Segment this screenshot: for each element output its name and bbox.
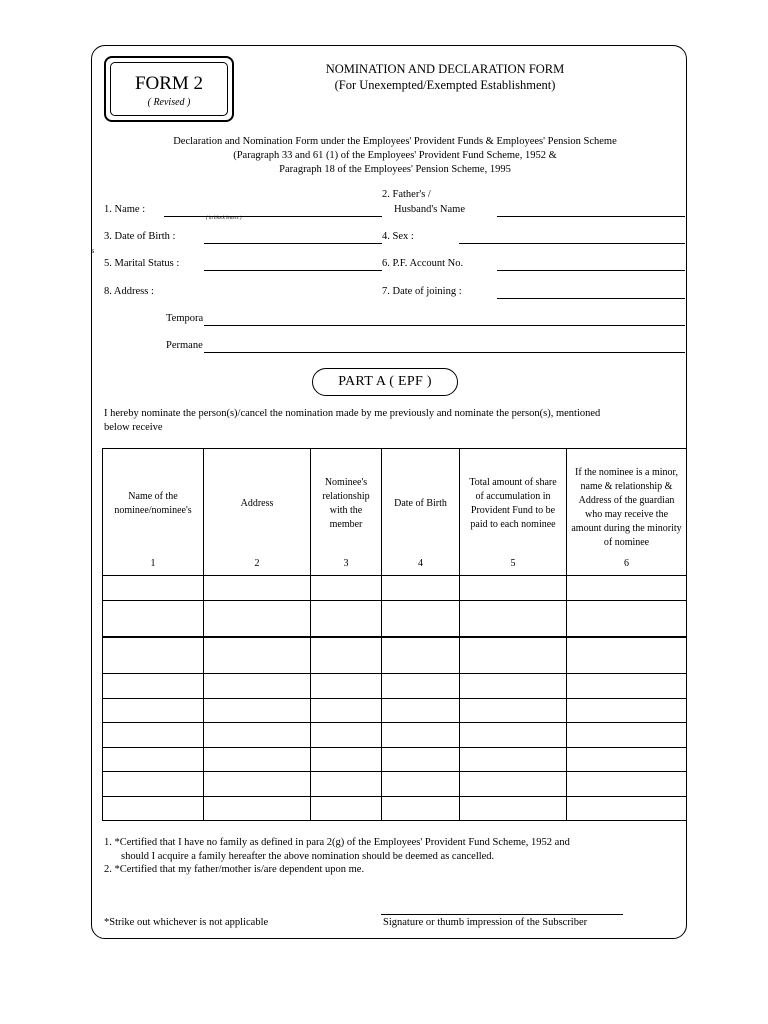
intro-line-1: I hereby nominate the person(s)/cancel the nomination made by me previously and nominate the person(s), mentioned <box>104 408 601 419</box>
table-cell[interactable] <box>382 723 460 748</box>
name-label: 1. Name : <box>104 204 146 215</box>
table-cell[interactable] <box>382 747 460 772</box>
column-number: 6 <box>624 558 629 569</box>
table-cell[interactable] <box>567 796 687 821</box>
certification-1-continued: should I acquire a family hereafter the above nomination should be deemed as cancelled. <box>121 850 495 862</box>
table-cell[interactable] <box>567 698 687 723</box>
table-cell[interactable] <box>103 723 204 748</box>
joining-field[interactable] <box>497 298 685 299</box>
table-cell[interactable] <box>311 723 382 748</box>
declaration-block <box>100 135 690 177</box>
table-cell[interactable] <box>103 576 204 601</box>
temporary-address-field[interactable] <box>204 325 685 326</box>
temporary-address-label: Tempora <box>166 313 204 324</box>
declaration-line-1: Declaration and Nomination Form under the Employees' Provident Funds & Employees' Pension Scheme <box>173 136 617 147</box>
marital-label: 5. Marital Status : <box>104 258 180 269</box>
table-cell[interactable] <box>103 747 204 772</box>
table-cell[interactable] <box>204 723 311 748</box>
permanent-address-label: Permane <box>166 340 203 351</box>
declaration-line-2: (Paragraph 33 and 61 (1) of the Employees' Provident Fund Scheme, 1952 & <box>233 150 557 161</box>
form-title-block <box>300 61 590 93</box>
form-revised-label: ( Revised ) <box>147 97 191 108</box>
column-number: 2 <box>254 558 260 569</box>
joining-label: 7. Date of joining : <box>382 286 462 297</box>
declaration-line-3: Paragraph 18 of the Employees' Pension Scheme, 1995 <box>279 164 511 175</box>
nomination-intro <box>104 407 624 435</box>
father-name-field[interactable] <box>497 216 685 217</box>
signature-line[interactable] <box>381 914 623 915</box>
table-row <box>103 772 687 797</box>
table-cell[interactable] <box>567 747 687 772</box>
dob-label: 3. Date of Birth : <box>104 231 176 242</box>
form-subtitle: (For Unexempted/Exempted Establishment) <box>334 78 556 92</box>
permanent-address-field[interactable] <box>204 352 685 353</box>
table-cell[interactable] <box>204 674 311 699</box>
nominee-table <box>102 448 687 821</box>
table-row <box>103 576 687 601</box>
table-cell[interactable] <box>460 576 567 601</box>
column-number: 3 <box>343 558 349 569</box>
table-cell[interactable] <box>311 637 382 674</box>
column-header-nominee-name: Name of the nominee/nominee's 1 <box>103 449 204 576</box>
sex-field[interactable] <box>459 243 685 244</box>
table-cell[interactable] <box>204 772 311 797</box>
table-cell[interactable] <box>460 674 567 699</box>
table-row <box>103 698 687 723</box>
table-row <box>103 747 687 772</box>
table-cell[interactable] <box>460 637 567 674</box>
signature-label: Signature or thumb impression of the Subscriber <box>383 917 588 928</box>
column-header-relationship: Nominee's relationship with the member 3 <box>311 449 382 576</box>
table-cell[interactable] <box>382 600 460 637</box>
form-number-label: FORM 2 <box>134 73 204 94</box>
table-cell[interactable] <box>103 772 204 797</box>
table-row <box>103 674 687 699</box>
marital-field[interactable] <box>204 270 382 271</box>
table-row <box>103 600 687 637</box>
column-number: 1 <box>150 558 156 569</box>
strike-out-note: *Strike out whichever is not applicable <box>104 917 269 928</box>
table-cell[interactable] <box>382 796 460 821</box>
table-cell[interactable] <box>567 600 687 637</box>
table-cell[interactable] <box>382 772 460 797</box>
table-cell[interactable] <box>311 747 382 772</box>
pf-account-field[interactable] <box>497 270 685 271</box>
column-number: 4 <box>418 558 423 569</box>
table-cell[interactable] <box>567 576 687 601</box>
table-cell[interactable] <box>204 747 311 772</box>
table-cell[interactable] <box>204 698 311 723</box>
table-cell[interactable] <box>204 637 311 674</box>
name-field[interactable] <box>164 216 382 217</box>
intro-line-2: below receive <box>104 422 163 433</box>
table-cell[interactable] <box>311 576 382 601</box>
table-cell[interactable] <box>382 576 460 601</box>
table-row <box>103 723 687 748</box>
table-cell[interactable] <box>311 674 382 699</box>
form-number-box <box>104 56 234 122</box>
table-row <box>103 637 687 674</box>
table-cell[interactable] <box>567 674 687 699</box>
table-cell[interactable] <box>103 637 204 674</box>
column-header-address: Address 2 <box>204 449 311 576</box>
table-cell[interactable] <box>382 698 460 723</box>
table-cell[interactable] <box>311 698 382 723</box>
table-cell[interactable] <box>204 576 311 601</box>
table-cell[interactable] <box>103 698 204 723</box>
table-cell[interactable] <box>311 600 382 637</box>
column-header-share-amount: Total amount of share of accumulation in Provident Fund to be paid to each nominee 5 <box>460 449 567 576</box>
dob-field[interactable] <box>204 243 382 244</box>
table-cell[interactable] <box>311 772 382 797</box>
name-hint: ( in block letters ) <box>206 216 242 221</box>
table-cell[interactable] <box>204 796 311 821</box>
column-header-date-of-birth: Date of Birth 4 <box>382 449 460 576</box>
table-cell[interactable] <box>460 600 567 637</box>
pf-account-label: 6. P.F. Account No. <box>382 258 464 269</box>
part-a-heading: PART A ( EPF ) <box>312 368 458 396</box>
column-number: 5 <box>510 558 516 569</box>
table-cell[interactable] <box>204 600 311 637</box>
table-row <box>103 796 687 821</box>
table-cell[interactable] <box>460 698 567 723</box>
table-cell[interactable] <box>460 796 567 821</box>
sex-label: 4. Sex : <box>382 231 414 242</box>
table-cell[interactable] <box>103 674 204 699</box>
table-cell[interactable] <box>567 723 687 748</box>
certification-1: 1. *Certified that I have no family as defined in para 2(g) of the Employees' Provident Fund Scheme, 1952 and <box>104 837 570 848</box>
certification-2: 2. *Certified that my father/mother is/are dependent upon me. <box>104 864 365 875</box>
form-title: NOMINATION AND DECLARATION FORM <box>325 62 565 76</box>
table-cell[interactable] <box>382 674 460 699</box>
column-header-guardian: If the nominee is a minor, name & relationship & Address of the guardian who may receive the amount during the minority of nominee 6 <box>567 449 687 576</box>
table-cell[interactable] <box>460 747 567 772</box>
stray-mark: s <box>91 246 95 255</box>
table-cell[interactable] <box>103 600 204 637</box>
table-cell[interactable] <box>382 637 460 674</box>
table-cell[interactable] <box>460 772 567 797</box>
table-cell[interactable] <box>567 637 687 674</box>
table-cell[interactable] <box>103 796 204 821</box>
father-label-1: 2. Father's / <box>382 189 431 200</box>
table-cell[interactable] <box>567 772 687 797</box>
certifications-block <box>104 836 644 877</box>
table-header-row <box>103 449 687 576</box>
address-label: 8. Address : <box>104 286 154 297</box>
father-label-2: Husband's Name <box>394 204 466 215</box>
table-cell[interactable] <box>311 796 382 821</box>
table-cell[interactable] <box>460 723 567 748</box>
